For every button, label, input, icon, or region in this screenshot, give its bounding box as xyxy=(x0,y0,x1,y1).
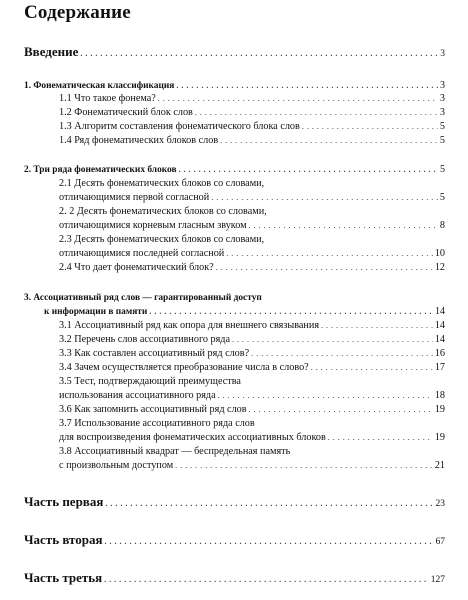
toc-page-number: 5 xyxy=(439,121,445,132)
toc-entry-label: с произвольным доступом xyxy=(59,460,174,471)
toc-entry-1-1[interactable] xyxy=(59,93,445,105)
toc-page-number: 19 xyxy=(434,432,445,443)
toc-entry-label: 1.4 Ряд фонематических блоков слов xyxy=(59,135,219,146)
toc-entry-label: 1. Фонематическая классификация xyxy=(24,81,175,91)
toc-page-number: 21 xyxy=(434,460,445,471)
toc-entry-2-2[interactable] xyxy=(59,220,445,232)
toc-entry-3-3[interactable] xyxy=(59,348,445,360)
toc-entry-3-2[interactable] xyxy=(59,334,445,346)
dot-leader xyxy=(321,320,433,332)
toc-entry-label: 3.4 Зачем осуществляется преобразование числа в слово? xyxy=(59,362,309,373)
toc-page-number: 127 xyxy=(430,575,445,585)
toc-entry-label: Часть вторая xyxy=(24,532,103,547)
toc-page-number: 5 xyxy=(439,192,445,203)
dot-leader xyxy=(105,496,433,512)
toc-entry-label: 1.2 Фонематический блок слов xyxy=(59,107,193,118)
toc-part-3[interactable] xyxy=(24,570,445,588)
toc-entry-3-4[interactable] xyxy=(59,362,445,374)
toc-entry-label: 1.3 Алгоритм составления фонематического блока слов xyxy=(59,121,300,132)
toc-page-number: 14 xyxy=(434,334,445,345)
toc-chapter-2[interactable] xyxy=(24,164,445,176)
toc-chapter-1[interactable] xyxy=(24,80,445,92)
toc-entry-3-5-line1[interactable]: 3.5 Тест, подтверждающий преимущества xyxy=(59,376,241,387)
toc-entry-label: отличающимися первой согласной xyxy=(59,192,210,203)
toc-entry-3-7-line1[interactable]: 3.7 Использование ассоциативного ряда слов xyxy=(59,418,255,429)
toc-entry-label: 3.3 Как составлен ассоциативный ряд слов? xyxy=(59,348,250,359)
dot-leader xyxy=(216,262,433,274)
dot-leader xyxy=(149,306,433,318)
dot-leader xyxy=(195,107,438,119)
toc-entry-3-8[interactable] xyxy=(59,460,445,472)
dot-leader xyxy=(218,390,433,402)
dot-leader xyxy=(175,460,433,472)
toc-page-number: 23 xyxy=(435,499,445,509)
toc-entry-2-4[interactable] xyxy=(59,262,445,274)
toc-entry-1-3[interactable] xyxy=(59,121,445,133)
toc-entry-2-3-line1[interactable]: 2.3 Десять фонематических блоков со словами, xyxy=(59,234,265,245)
toc-entry-intro[interactable] xyxy=(24,44,445,62)
dot-leader xyxy=(302,121,438,133)
dot-leader xyxy=(80,46,438,62)
dot-leader xyxy=(220,135,438,147)
toc-entry-label: Введение xyxy=(24,44,79,59)
toc-chapter-3-line1[interactable]: 3. Ассоциативный ряд слов — гарантированный доступ xyxy=(24,293,262,303)
dot-leader xyxy=(226,248,433,260)
toc-page-number: 5 xyxy=(439,135,445,146)
toc-entry-label: к информации в памяти xyxy=(44,307,148,317)
toc-entry-1-4[interactable] xyxy=(59,135,445,147)
dot-leader xyxy=(176,80,438,92)
toc-entry-label: 3.6 Как запомнить ассоциативный ряд слов xyxy=(59,404,247,415)
dot-leader xyxy=(232,334,433,346)
dot-leader xyxy=(211,192,438,204)
dot-leader xyxy=(311,362,433,374)
toc-page-number: 5 xyxy=(440,164,445,175)
toc-entry-3-1[interactable] xyxy=(59,320,445,332)
toc-entry-label: отличающимися последней согласной xyxy=(59,248,225,259)
toc-entry-label: 2.4 Что дает фонематический блок? xyxy=(59,262,214,273)
toc-entry-2-2-line1[interactable]: 2. 2 Десять фонематических блоков со словами, xyxy=(59,206,267,217)
dot-leader xyxy=(105,534,434,550)
toc-page-number: 10 xyxy=(434,248,445,259)
toc-entry-3-6[interactable] xyxy=(59,404,445,416)
toc-entry-2-1[interactable] xyxy=(59,192,445,204)
toc-page-number: 17 xyxy=(434,362,445,373)
dot-leader xyxy=(249,404,433,416)
toc-entry-label: отличающимися корневым гласным звуком xyxy=(59,220,247,231)
toc-entry-1-2[interactable] xyxy=(59,107,445,119)
toc-entry-3-5[interactable] xyxy=(59,390,445,402)
toc-entry-label: Часть первая xyxy=(24,494,104,509)
toc-page-number: 8 xyxy=(439,220,445,231)
toc-chapter-3[interactable] xyxy=(44,306,445,318)
toc-entry-label: Часть третья xyxy=(24,570,103,585)
toc-part-1[interactable] xyxy=(24,494,445,512)
toc-page-number: 16 xyxy=(434,348,445,359)
toc-page-number: 3 xyxy=(439,93,445,104)
toc-page-number: 19 xyxy=(434,404,445,415)
toc-entry-2-1-line1[interactable]: 2.1 Десять фонематических блоков со словами, xyxy=(59,178,265,189)
toc-page-number: 3 xyxy=(440,80,445,91)
toc-page-number: 3 xyxy=(440,49,445,59)
toc-page-number: 12 xyxy=(434,262,445,273)
toc-entry-2-3[interactable] xyxy=(59,248,445,260)
toc-entry-label: 3.2 Перечень слов ассоциативного ряда xyxy=(59,334,230,345)
toc-page-number: 14 xyxy=(434,320,445,331)
dot-leader xyxy=(179,164,438,176)
dot-leader xyxy=(251,348,433,360)
toc-entry-label: 2. Три ряда фонематических блоков xyxy=(24,165,177,175)
dot-leader xyxy=(328,432,433,444)
toc-entry-label: для воспроизведения фонематических ассоциативных блоков xyxy=(59,432,326,443)
dot-leader xyxy=(158,93,438,105)
dot-leader xyxy=(249,220,438,232)
toc-entry-3-8-line1[interactable]: 3.8 Ассоциативный квадрат — беспредельная память xyxy=(59,446,291,457)
toc-part-2[interactable] xyxy=(24,532,445,550)
toc-entry-label: 1.1 Что такое фонема? xyxy=(59,93,156,104)
toc-entry-label: использования ассоциативного ряда xyxy=(59,390,216,401)
toc-entry-label: 3.1 Ассоциативный ряд как опора для внешнего связывания xyxy=(59,320,320,331)
page-title: Содержание xyxy=(24,2,131,23)
dot-leader xyxy=(104,572,429,588)
toc-page-number: 14 xyxy=(435,306,445,317)
toc-page-number: 18 xyxy=(434,390,445,401)
toc-page-number: 3 xyxy=(439,107,445,118)
toc-page-number: 67 xyxy=(435,537,445,547)
toc-entry-3-7[interactable] xyxy=(59,432,445,444)
